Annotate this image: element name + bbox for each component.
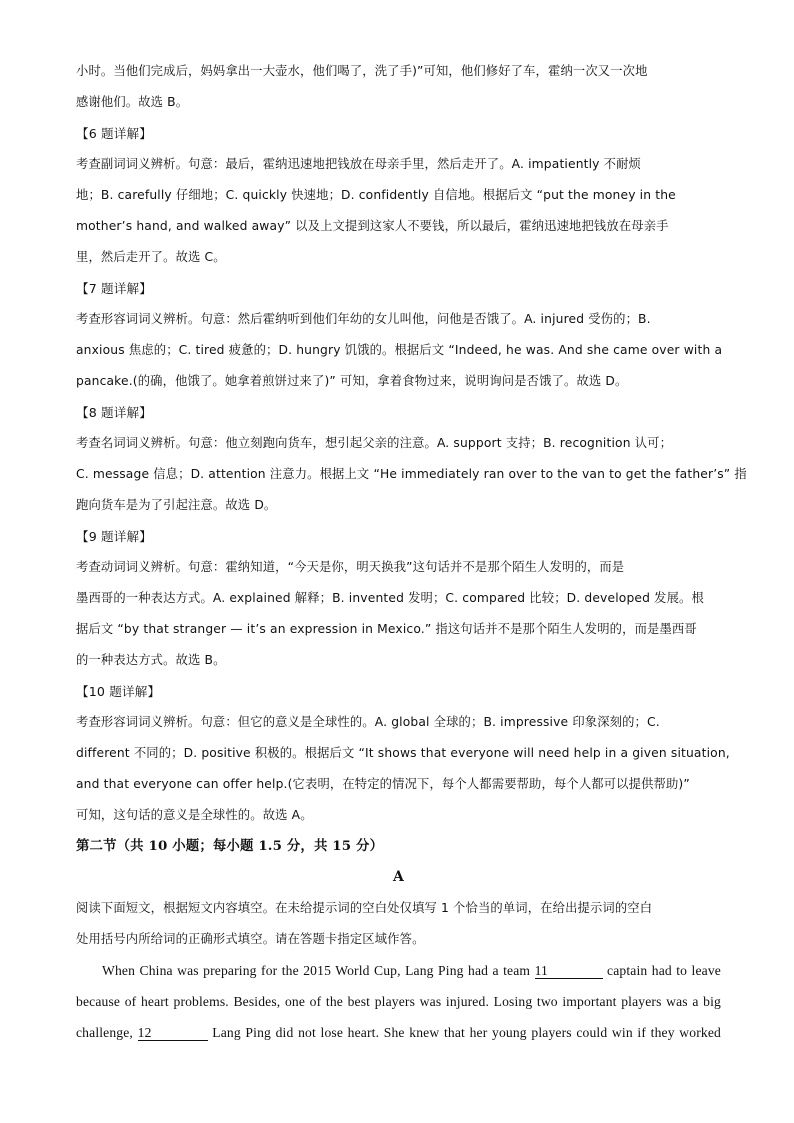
text-line: and that everyone can offer help.(它表明，在特定的情况下，每个人都需要帮助，每个人都可以提供帮助)” [76, 777, 690, 791]
question-heading: 【10 题详解】 [76, 684, 161, 699]
answer-blank-12[interactable]: 12 [138, 1026, 208, 1041]
passage-text: challenge, [76, 1025, 133, 1040]
text-line: different 不同的；D. positive 积极的。根据后文 “It shows that everyone will need help in a given situation, [76, 746, 730, 760]
instruction-line: 阅读下面短文，根据短文内容填空。在未给提示词的空白处仅填写 1 个恰当的单词，在给出提示词的空白 [76, 901, 653, 915]
question-9-explanation [76, 521, 721, 676]
passage-line: because of heart problems. Besides, one of the best players was injured. Losing two important players was a big [76, 994, 721, 1009]
passage-line [76, 1017, 721, 1048]
text-line: 考查动词词义辨析。句意：霍纳知道，“今天是你，明天换我”这句话并不是那个陌生人发明的，而是 [76, 560, 625, 574]
text-line: 小时。当他们完成后，妈妈拿出一大壶水，他们喝了，洗了手)”可知，他们修好了车，霍纳一次又一次地 [76, 64, 648, 78]
text-line: 地；B. carefully 仔细地；C. quickly 快速地；D. confidently 自信地。根据后文 “put the money in the [76, 188, 676, 202]
text-line: anxious 焦虑的；C. tired 疲惫的；D. hungry 饥饿的。根据后文 “Indeed, he was. And she came over with a [76, 343, 723, 357]
question-heading: 【8 题详解】 [76, 405, 153, 420]
text-line: 考查副词词义辨析。句意：最后，霍纳迅速地把钱放在母亲手里，然后走开了。A. impatiently 不耐烦 [76, 157, 642, 171]
text-line: 据后文 “by that stranger — it’s an expression in Mexico.” 指这句话并不是那个陌生人发明的，而是墨西哥 [76, 622, 697, 636]
question-8-explanation [76, 397, 747, 521]
question-heading: 【7 题详解】 [76, 281, 153, 296]
passage-text: captain had to leave [607, 963, 721, 978]
text-line: pancake.(的确，他饿了。她拿着煎饼过来了)” 可知，拿着食物过来，说明询问是否饿了。故选 D。 [76, 374, 628, 388]
answer-explanation-5-continued [76, 56, 721, 118]
passage-text: When China was preparing for the 2015 World Cup, Lang Ping had a team [102, 963, 531, 978]
text-line: 感谢他们。故选 B。 [76, 95, 189, 109]
text-line: 考查名词词义辨析。句意：他立刻跑向货车，想引起父亲的注意。A. support 支持；B. recognition 认可； [76, 436, 673, 450]
text-line: 跑向货车是为了引起注意。故选 D。 [76, 498, 277, 512]
reading-passage [76, 955, 721, 1048]
question-7-explanation [76, 273, 721, 397]
document-page [76, 56, 747, 1048]
answer-blank-11[interactable]: 11 [535, 964, 603, 979]
question-10-explanation [76, 676, 730, 831]
text-line: 里，然后走开了。故选 C。 [76, 250, 226, 264]
text-line: mother’s hand, and walked away” 以及上文提到这家人不要钱，所以最后，霍纳迅速地把钱放在母亲手 [76, 219, 669, 233]
text-line: 的一种表达方式。故选 B。 [76, 653, 226, 667]
text-line: 考查形容词词义辨析。句意：然后霍纳听到他们年幼的女儿叫他，问他是否饿了。A. injured 受伤的；B. [76, 312, 651, 326]
section-title: 第二节（共 10 小题；每小题 1.5 分，共 15 分） [76, 838, 384, 854]
question-heading: 【6 题详解】 [76, 126, 153, 141]
part-label: A [392, 869, 404, 885]
text-line: 墨西哥的一种表达方式。A. explained 解释；B. invented 发明；C. compared 比较；D. developed 发展。根 [76, 591, 704, 605]
text-line: 考查形容词词义辨析。句意：但它的意义是全球性的。A. global 全球的；B. impressive 印象深刻的；C. [76, 715, 660, 729]
text-line: 可知，这句话的意义是全球性的。故选 A。 [76, 808, 313, 822]
text-line: C. message 信息；D. attention 注意力。根据上文 “He immediately ran over to the van to get the father’s” 指 [76, 467, 747, 481]
question-heading: 【9 题详解】 [76, 529, 153, 544]
passage-text: Lang Ping did not lose heart. She knew that her young players could win if they worked [212, 1025, 721, 1040]
section-2 [76, 831, 721, 955]
passage-line [76, 955, 721, 986]
instruction-line: 处用括号内所给词的正确形式填空。请在答题卡指定区域作答。 [76, 932, 425, 946]
question-6-explanation [76, 118, 721, 273]
